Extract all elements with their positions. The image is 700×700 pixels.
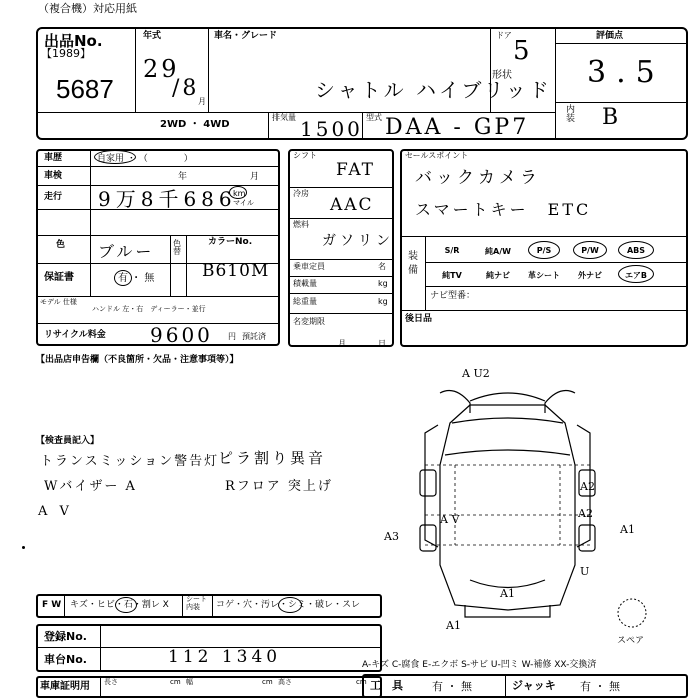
mileage-label: 走行 xyxy=(44,192,63,202)
equip-airbag: エアB xyxy=(624,271,648,280)
name-change-day: 日 xyxy=(378,339,386,348)
chassis-label: 車台No. xyxy=(44,653,87,666)
tools-options: 有 ・ 無 xyxy=(432,680,472,693)
color-code-value: B610M xyxy=(202,261,270,281)
inspection-label: 車検 xyxy=(44,171,63,181)
capacity-label: 乗車定員 xyxy=(293,262,325,271)
year-label: 年式 xyxy=(143,31,162,41)
diagram-mark-a2-2: A2 xyxy=(578,507,593,520)
warranty-options: 有 ・ 無 xyxy=(118,273,155,284)
history-label: 車歴 xyxy=(44,153,63,163)
interior-label: 内装 xyxy=(566,105,576,124)
form-title: （複合機）対応用紙 xyxy=(38,2,137,15)
equip-ext-navi: 外ナビ xyxy=(578,271,602,280)
month-value: /8 xyxy=(172,76,200,101)
pw-circle xyxy=(573,241,607,259)
diagram-mark-a1-front: A1 xyxy=(500,587,515,600)
load-unit: kg xyxy=(378,279,388,288)
equipment-label: 装備 xyxy=(408,251,418,276)
diagram-mark-a3: A3 xyxy=(384,530,399,543)
score-label: 評価点 xyxy=(596,31,624,41)
equip-sr: S/R xyxy=(444,246,460,255)
cert-width-unit: cm xyxy=(262,678,273,686)
model-spec-options: ハンドル 左・右 ディーラー・並行 xyxy=(92,305,206,313)
tools-label: 工 具 xyxy=(370,679,403,692)
diagram-mark-a1-right: A1 xyxy=(620,523,635,536)
recycle-value: 9600 xyxy=(150,323,213,347)
model-value: シャトル ハイブリッド xyxy=(315,78,552,102)
history-circle xyxy=(94,150,136,164)
interior-value: B xyxy=(602,105,622,130)
sales-points-line1: バックカメラ xyxy=(415,168,541,188)
abs-circle xyxy=(618,241,654,259)
color-label: 色 xyxy=(56,240,66,250)
type-value: DAA - GP7 xyxy=(385,115,530,140)
seat-items: コゲ・穴・汚レ・シミ・破レ・スレ xyxy=(216,600,361,610)
model-label: 車名・グレード xyxy=(214,31,278,41)
ps-circle xyxy=(528,241,560,259)
ac-value: AAC xyxy=(330,195,374,215)
seat-label: シート 内装 xyxy=(186,595,207,611)
fuel-value: ガソリン xyxy=(322,233,394,249)
capacity-unit: 名 xyxy=(378,262,386,271)
cert-height: 高さ xyxy=(278,678,292,686)
cert-width: 幅 xyxy=(186,678,193,686)
seat-circle xyxy=(278,597,302,613)
model-spec-label: モデル 仕様 xyxy=(40,298,77,306)
inspector-line1-left: トランスミッション警告灯 xyxy=(40,454,220,469)
recycle-label: リサイクル料金 xyxy=(44,330,106,340)
inspector-line2-right: Rフロア 突上げ xyxy=(225,479,333,494)
history-options: 自家用 ・ （ ） xyxy=(97,154,193,164)
inspection-year: 年 xyxy=(178,172,188,182)
cert-height-unit: cm xyxy=(356,678,367,686)
cert-label: 車庫証明用 xyxy=(40,681,90,692)
mileage-value: 9万8千686 xyxy=(98,187,237,211)
diagram-mark-a2-1: A2 xyxy=(580,480,595,493)
diagram-mark-u: U xyxy=(580,565,590,578)
detail-box xyxy=(36,149,280,346)
equip-tv: 純TV xyxy=(442,271,462,280)
recycle-note: 預託済 xyxy=(242,332,266,341)
fw-circle xyxy=(115,597,137,613)
seller-report-label: 【出品店申告欄（不良箇所・欠品・注意事項等）】 xyxy=(36,355,239,365)
fw-items: キズ・ヒビ・石・割レ X xyxy=(70,600,169,610)
displacement-value: 1500 xyxy=(300,117,363,141)
ac-label: 冷房 xyxy=(293,189,309,198)
mileage-unit: km xyxy=(233,189,246,198)
navi-model-label: ナビ型番： xyxy=(430,291,476,301)
warranty-circle xyxy=(114,270,132,286)
shift-value: FAT xyxy=(336,160,376,180)
damage-legend: A-キズ C-腐食 E-エクボ S-サビ U-凹ミ W-補修 XX-交換済 xyxy=(362,660,597,670)
equip-navi: 純ナビ xyxy=(486,271,510,280)
displacement-label: 排気量 xyxy=(272,113,296,122)
diagram-mark-au2: A U2 xyxy=(462,367,490,380)
diagram-mark-av: A V xyxy=(440,513,460,526)
car-damage-diagram xyxy=(380,365,690,635)
diagram-mark-a1-bottom: A1 xyxy=(446,619,461,632)
post-items-label: 後日品 xyxy=(405,314,433,324)
cert-length: 長さ xyxy=(104,678,118,686)
month-suffix: 月 xyxy=(198,97,206,106)
spare-label: スペア xyxy=(617,636,645,646)
fw-label: F W xyxy=(42,600,62,610)
door-label: ドア xyxy=(496,31,512,40)
registration-label: 登録No. xyxy=(44,630,87,643)
inspection-month: 月 xyxy=(250,172,260,182)
year-value: 29 xyxy=(143,55,180,83)
airbag-circle xyxy=(618,265,654,283)
stray-dot xyxy=(22,546,25,549)
equip-power-steering: P/S xyxy=(536,246,552,255)
name-change-label: 名変期限 xyxy=(293,317,325,326)
inspector-label: 【検査員記入】 xyxy=(36,436,100,446)
recycle-unit: 円 xyxy=(228,332,236,341)
score-value: 3.5 xyxy=(587,55,665,90)
drive-label: 2WD ・ 4WD xyxy=(160,119,230,130)
weight-unit: kg xyxy=(378,297,388,306)
equip-abs: ABS xyxy=(626,246,646,255)
lot-number: 5687 xyxy=(56,74,114,104)
sales-points-line2: スマートキー ETC xyxy=(415,200,592,219)
lot-label: 出品No. xyxy=(44,32,103,50)
load-label: 積載量 xyxy=(293,279,317,288)
jack-label: ジャッキ xyxy=(512,679,556,692)
inspector-line3-left: A V xyxy=(38,504,73,519)
shift-label: シフト xyxy=(293,151,317,160)
sales-points-label: セールスポイント xyxy=(405,151,469,160)
cert-length-unit: cm xyxy=(170,678,181,686)
jack-options: 有 ・ 無 xyxy=(580,680,620,693)
color-change-label: 色替 xyxy=(173,239,181,256)
shape-label: 形状 xyxy=(492,70,512,81)
color-value: ブルー xyxy=(98,242,155,261)
type-label: 型式 xyxy=(366,113,382,122)
mileage-unit2: マイル xyxy=(233,199,254,207)
fuel-label: 燃料 xyxy=(293,220,309,229)
equip-alloy-wheel: 純A/W xyxy=(485,247,511,256)
door-value: 5 xyxy=(513,36,533,66)
name-change-month: 月 xyxy=(338,339,346,348)
inspector-line1-right: ピラ割り異音 xyxy=(218,449,327,467)
equip-power-window: P/W xyxy=(581,246,599,255)
equip-leather: 革シート xyxy=(528,271,560,280)
inspector-line2-left: Wバイザー A xyxy=(44,479,137,494)
lot-bracket: 【1989】 xyxy=(41,47,91,60)
warranty-label: 保証書 xyxy=(44,272,74,283)
color-code-label: カラーNo. xyxy=(208,237,253,247)
weight-label: 総重量 xyxy=(293,297,317,306)
mileage-unit-circle xyxy=(229,186,247,199)
chassis-value: 112 1340 xyxy=(168,647,282,667)
